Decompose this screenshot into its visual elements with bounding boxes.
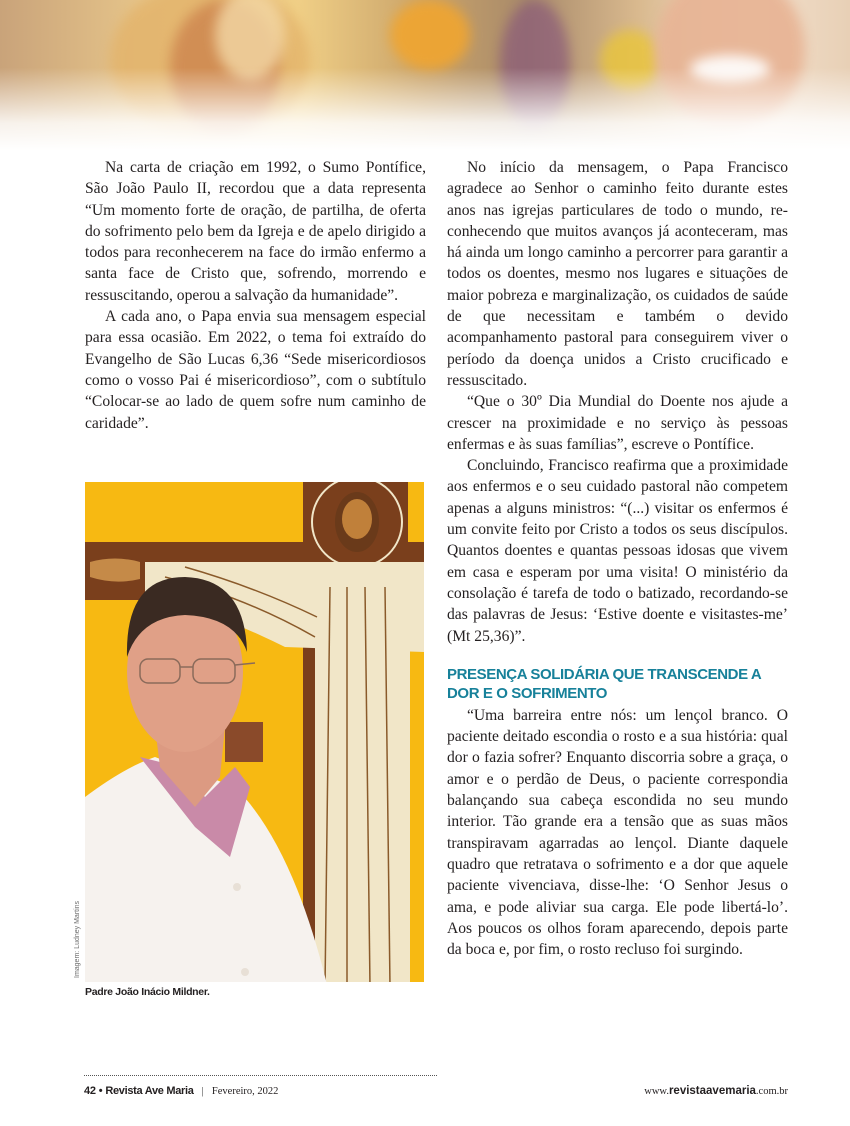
paragraph: “Que o 30º Dia Mundial do Doente nos ajude a crescer na proximidade e no serviço às pessoas enfermas e às suas famílias”, escreve o Pontífice. (447, 393, 788, 453)
footer-folio (84, 1084, 278, 1099)
website-link[interactable] (644, 1084, 788, 1099)
separator: | (201, 1085, 204, 1097)
photo-credit: Imagem: Ludney Martins (74, 900, 81, 978)
bullet: • (98, 1085, 103, 1097)
footer-divider (84, 1075, 437, 1076)
page-number: 42 (84, 1085, 96, 1097)
paragraph: Concluindo, Francisco reafirma que a proximidade aos enfermos e o seu cuidado pastoral não competem apenas a alguns ministros: “(...) visitar os enfermos é um convite feito por Cristo a todos os seus discípulos. Quantos doentes e quantas pessoas idosas que vivem em casa e esperam por uma visita! O ministério da consolação é tarefa de todo o batizado, recordando-se das palavras de Jesus: ‘Estive doente e visitastes-me’ (Mt 25,36)”. (447, 457, 788, 645)
section-body (447, 705, 788, 961)
photo-block (73, 482, 424, 999)
section-heading: PRESENÇA SOLIDÁRIA QUE TRANSCENDE A DOR E O SOFRIMENTO (447, 665, 761, 702)
issue-date: Fevereiro, 2022 (211, 1086, 279, 1097)
article-right-column (447, 157, 788, 960)
paragraph: Na carta de criação em 1992, o Sumo Pontífice, São João Paulo II, recordou que a data representa “Um momento forte de oração, de partilha, de oferta do sofrimento pelo bem da Igreja e de apelo dirigido a todos para reconhecerem na face do irmão enfermo a santa face de Cristo que, sofrendo, morrendo e ressuscitando, operou a salvação da humanidade”. (85, 159, 426, 304)
photo-caption: Padre João Inácio Mildner. (85, 986, 210, 998)
banner-fade (0, 0, 850, 150)
paragraph: “Uma barreira entre nós: um lençol branco. O paciente deitado escondia o rosto e a sua história: qual dor o fazia sofrer? Enquanto discorria sobre a graça, o amor e o perdão de Deus, o paciente correspondia balançando sua cabeça escondida no seu mundo interior. Tão grande era a tensão que as suas mãos transpiravam agarradas ao lençol. Diante daquele quadro que retratava o sofrimento e a dor que aquele paciente vivenciava, disse-lhe: ‘O Senhor Jesus o ama, e pode aliviar sua carga. Ele pode libertá-lo’. Aos poucos os olhos foram aparecendo, depois parte da boca e, por fim, o rosto recluso foi surgindo. (447, 706, 788, 959)
header-banner-image (0, 0, 850, 150)
portrait-photo (85, 482, 424, 982)
url-suffix: .com.br (755, 1086, 788, 1097)
url-prefix: www. (644, 1086, 669, 1097)
paragraph: A cada ano, o Papa envia sua mensagem especial para essa ocasião. Em 2022, o tema foi extraído do Evangelho de São Lucas 6,36 “Sede misericordiosos como o vosso Pai é misericordioso”, com o subtítulo “Colocar-se ao lado de quem sofre num caminho de caridade”. (85, 308, 426, 432)
paragraph: No início da mensagem, o Papa Francisco agradece ao Senhor o caminho feito durante estes anos nas igrejas particulares de todo o mundo, reconhecendo que muitos avanços já aconteceram, mas há ainda um longo caminho a percorrer para garantir a todos os doentes, mesmo nos lugares e situações de maior pobreza e marginalização, os cuidados de saúde de que necessitam e também o devido acompanhamento pastoral para conseguirem viver o período da doença unidos a Cristo crucificado e ressuscitado. (447, 159, 788, 389)
magazine-name: Revista Ave Maria (105, 1085, 194, 1097)
article-left-column (85, 157, 426, 434)
url-domain: revistaavemaria (668, 1085, 756, 1097)
